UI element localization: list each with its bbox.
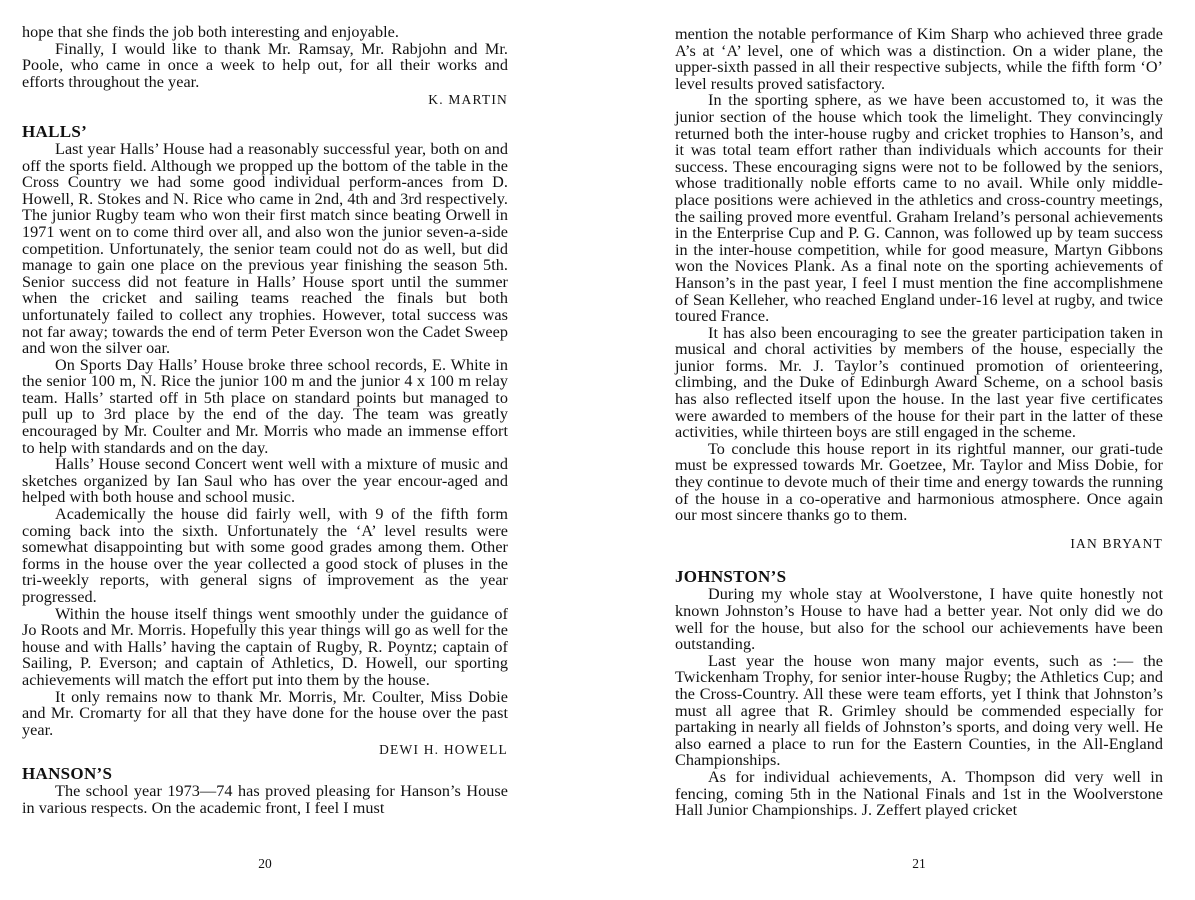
paragraph: During my whole stay at Woolverstone, I have quite honestly not known Johnston’s House to have had a better year. Not only did we do well for the house, but also for the school our achievements have been outstanding.	[675, 585, 1163, 654]
signature-ian-bryant: IAN BRYANT	[1070, 535, 1163, 551]
paragraph: As for individual achievements, A. Thompson did very well in fencing, coming 5th in the National Finals and 1st in the Woolverstone Hall Junior Championships. J. Zeffert played cricket	[675, 767, 1163, 820]
right-page-content	[675, 26, 1163, 819]
paragraph: To conclude this house report in its rightful manner, our grati-tude must be expressed towards Mr. Goetzee, Mr. Taylor and Miss Dobie, for they continue to devote much of their time and energy towards the running of the house in a co-operative and harmonious atmosphere. Once again our most sincere thanks go to them.	[675, 439, 1163, 525]
paragraph: On Sports Day Halls’ House broke three school records, E. White in the senior 100 m, N. Rice the junior 100 m and the junior 4 x 100 m relay team. Halls’ started off in 5th place on standard points but managed to pull up to 3rd place by the end of the day. The team was greatly encouraged by Mr. Coulter and Mr. Morris who made an immense effort to help with standards and on the day.	[22, 355, 508, 457]
continued-paragraph: mention the notable performance of Kim Sharp who achieved three grade A’s at ‘A’ level, one of which was a distinction. On a wider plane, the upper-sixth passed in all their respective subjects, while the fifth form ‘O’ level results proved satisfactory.	[675, 25, 1163, 93]
section-heading-halls: HALLS’	[22, 121, 88, 141]
left-page	[22, 0, 508, 900]
signature-k-martin: K. MARTIN	[428, 92, 508, 108]
paragraph: It has also been encouraging to see the greater participation taken in musical and choral activities by members of the house, especially the junior forms. Mr. J. Taylor’s continued promotion of orienteering, climbing, and the Duke of Edinburgh Award Scheme, on a school basis has also reflected itself upon the house. In the last year five certificates were awarded to members of the house for their part in the latter of these activities, while thirteen boys are still engaged in the scheme.	[675, 323, 1163, 442]
paragraph: Academically the house did fairly well, with 9 of the fifth form coming back into the sixth. Unfortunately the ‘A’ level results were somewhat disappointing but with some good grades among them. Other forms in the house over the year collected a good stock of pluses in the tri-weekly reports, with general signs of improvement as the year progressed.	[22, 505, 508, 606]
right-page	[675, 0, 1163, 900]
paragraph: It only remains now to thank Mr. Morris, Mr. Coulter, Miss Dobie and Mr. Cromarty for all that they have done for the house over the past year.	[22, 687, 508, 739]
paragraph: Finally, I would like to thank Mr. Ramsay, Mr. Rabjohn and Mr. Poole, who came in once a week to help out, for all their works and efforts throughout the year.	[22, 39, 508, 91]
paragraph: Halls’ House second Concert went well with a mixture of music and sketches organized by Ian Saul who has over the year encour-aged and helped with both house and school music.	[22, 455, 508, 507]
paragraph: In the sporting sphere, as we have been accustomed to, it was the junior section of the house which took the limelight. They convincingly returned both the inter-house rugby and cricket trophies to Hanson’s, and it was total team effort rather than individuals which accounts for their success. These encouraging signs were not to be followed by the seniors, whose traditionally noble efforts came to no avail. While only middle-place positions were achieved in the athletics and cross-country meetings, the sailing proved more eventful. Graham Ireland’s personal achievements in the Enterprise Cup and P. G. Cannon, was followed up by team success in the inter-house competition, while for good measure, Martyn Gibbons won the Novices Plank. As a final note on the sporting achievements of Hanson’s in the past year, I feel I must mention the fine accomplishmene of Sean Kelleher, who reached England under-16 level at rugby, and twice toured France.	[675, 91, 1163, 326]
left-page-content	[22, 24, 508, 816]
page-number: 20	[258, 856, 272, 871]
continued-paragraph: hope that she finds the job both interesting and enjoyable.	[22, 23, 399, 41]
paragraph: Last year the house won many major events, such as :— the Twickenham Trophy, for senior inter-house Rugby; the Athletics Cup; and the Cross-Country. All these were team efforts, yet I think that Johnston’s must all agree that R. Grimley should be commended especially for partaking in nearly all fields of Johnston’s sports, and doing very well. He also earned a place to run for the Eastern Counties, in the All-England Championships.	[675, 651, 1163, 770]
signature-dewi-howell: DEWI H. HOWELL	[379, 742, 508, 758]
paragraph: Last year Halls’ House had a reasonably successful year, both on and off the sports field. Although we propped up the bottom of the table in the Cross Country we had some good individual perform-ances from D. Howell, R. Stokes and N. Rice who came in 2nd, 4th and 3rd respectively. The junior Rugby team who won their first match since beating Orwell in 1971 went on to come third over all, and also won the junior seven-a-side competition. Unfortunately, the senior team could not do as well, but did manage to gain one place on the previous year finishing the season 5th. Senior success did not feature in Halls’ House sport until the summer when the cricket and sailing teams reached the finals but both unfortunately failed to collect any trophies. However, total success was not far away; towards the end of term Peter Everson won the Cadet Sweep and won the silver oar.	[22, 139, 508, 358]
section-heading-johnstons: JOHNSTON’S	[675, 567, 787, 587]
paragraph: Within the house itself things went smoothly under the guidance of Jo Roots and Mr. Morris. Hopefully this year things will go as well for the house and with Halls’ having the captain of Rugby, R. Poyntz; captain of Sailing, P. Everson; and captain of Athletics, D. Howell, our sporting achievements will match the effort put into them by the house.	[22, 604, 508, 689]
paragraph: The school year 1973—74 has proved pleasing for Hanson’s House in various respects. On the academic front, I feel I must	[22, 781, 508, 817]
page-number: 21	[912, 856, 926, 871]
section-heading-hansons: HANSON’S	[22, 763, 113, 783]
